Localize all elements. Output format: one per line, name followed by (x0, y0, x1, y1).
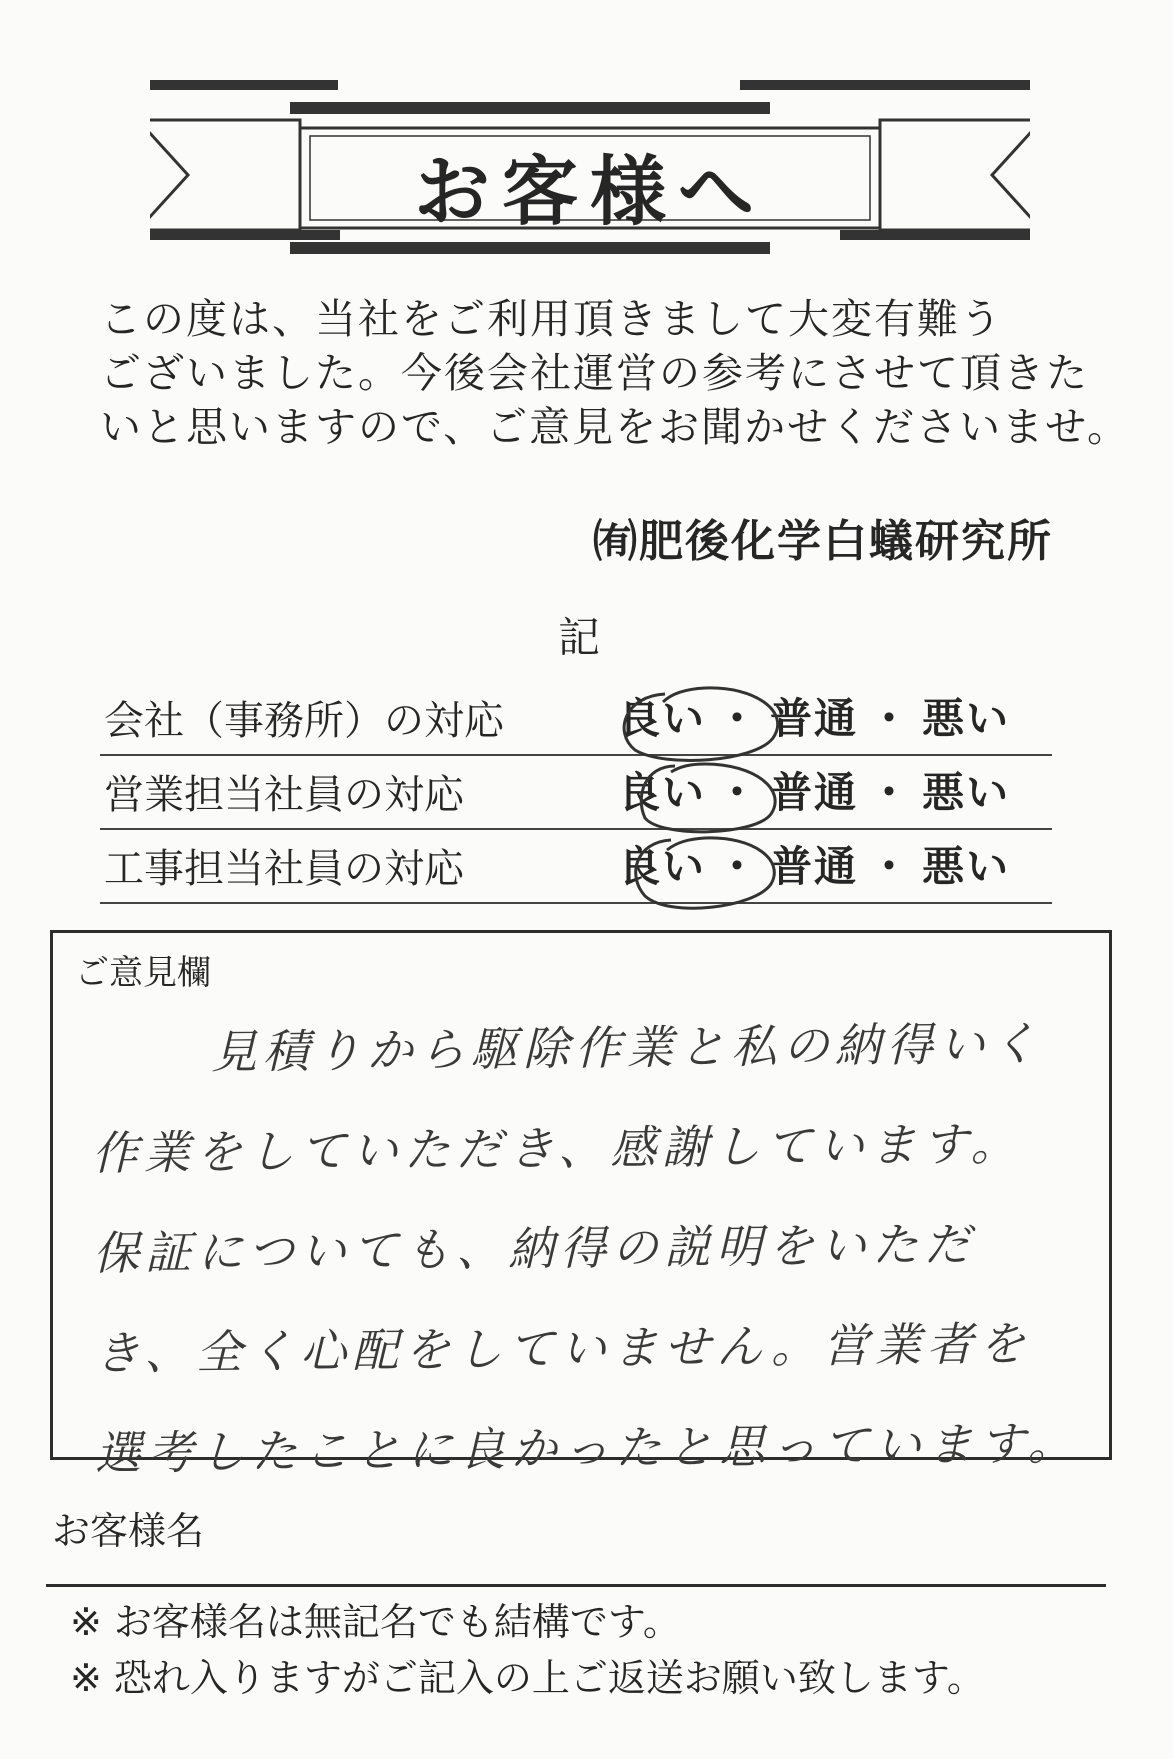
page-title: お客様へ (414, 146, 766, 236)
handwriting-line: 見積りから駆除作業と私の納得いく (210, 1016, 1044, 1080)
intro-line: この度は、当社をご利用頂きまして大変有難う (100, 295, 1003, 343)
intro-text (100, 292, 1130, 454)
option-normal[interactable]: 普通 (770, 768, 859, 817)
notes (70, 1594, 985, 1706)
separator: ・ (868, 768, 913, 817)
intro-line: ございました。今後会社運営の参考にさせて頂きた (100, 349, 1089, 397)
rating-options[interactable] (618, 760, 1010, 820)
opinion-label: ご意見欄 (75, 953, 211, 993)
option-good[interactable]: 良い (618, 842, 707, 891)
note-line: ※ お客様名は無記名でも結構です。 (70, 1600, 681, 1644)
separator: ・ (716, 768, 761, 817)
option-bad[interactable]: 悪い (922, 842, 1011, 891)
intro-line: いと思いますので、ご意見をお聞かせくださいませ。 (100, 403, 1130, 451)
rating-options[interactable] (618, 834, 1010, 894)
handwritten-opinion (90, 993, 1105, 1504)
handwriting-line: 作業をしていただき、感謝しています。 (91, 1116, 1023, 1181)
note-line: ※ 恐れ入りますがご記入の上ご返送お願い致します。 (70, 1656, 985, 1700)
rating-row-sales[interactable] (100, 754, 1052, 830)
rating-label: 工事担当社員の対応 (104, 846, 464, 892)
rating-label: 会社（事務所）の対応 (104, 698, 504, 744)
ki-heading: 記 (558, 613, 601, 662)
handwriting-line: 保証についても、納得の説明をいただ (92, 1217, 977, 1281)
customer-name-label: お客様名 (52, 1509, 205, 1553)
separator: ・ (868, 694, 913, 743)
opinion-box[interactable] (50, 930, 1112, 1481)
rating-options[interactable] (618, 686, 1010, 746)
option-bad[interactable]: 悪い (922, 768, 1011, 817)
option-normal[interactable]: 普通 (770, 842, 859, 891)
customer-name-line[interactable] (46, 1584, 1106, 1587)
separator: ・ (716, 694, 761, 743)
option-good[interactable]: 良い (618, 768, 707, 817)
rating-row-construction[interactable] (100, 828, 1052, 904)
separator: ・ (716, 842, 761, 891)
company-name: ㈲肥後化学白蟻研究所 (593, 516, 1053, 567)
option-normal[interactable]: 普通 (770, 694, 859, 743)
option-bad[interactable]: 悪い (922, 694, 1011, 743)
handwriting-line: き、全く心配をしていません。営業者を (93, 1316, 1032, 1381)
separator: ・ (868, 842, 913, 891)
rating-row-office[interactable] (100, 680, 1052, 756)
rating-label: 営業担当社員の対応 (104, 772, 464, 818)
handwriting-line: 選考したことに良かったと思っています。 (94, 1415, 1080, 1481)
option-good[interactable]: 良い (618, 694, 707, 743)
